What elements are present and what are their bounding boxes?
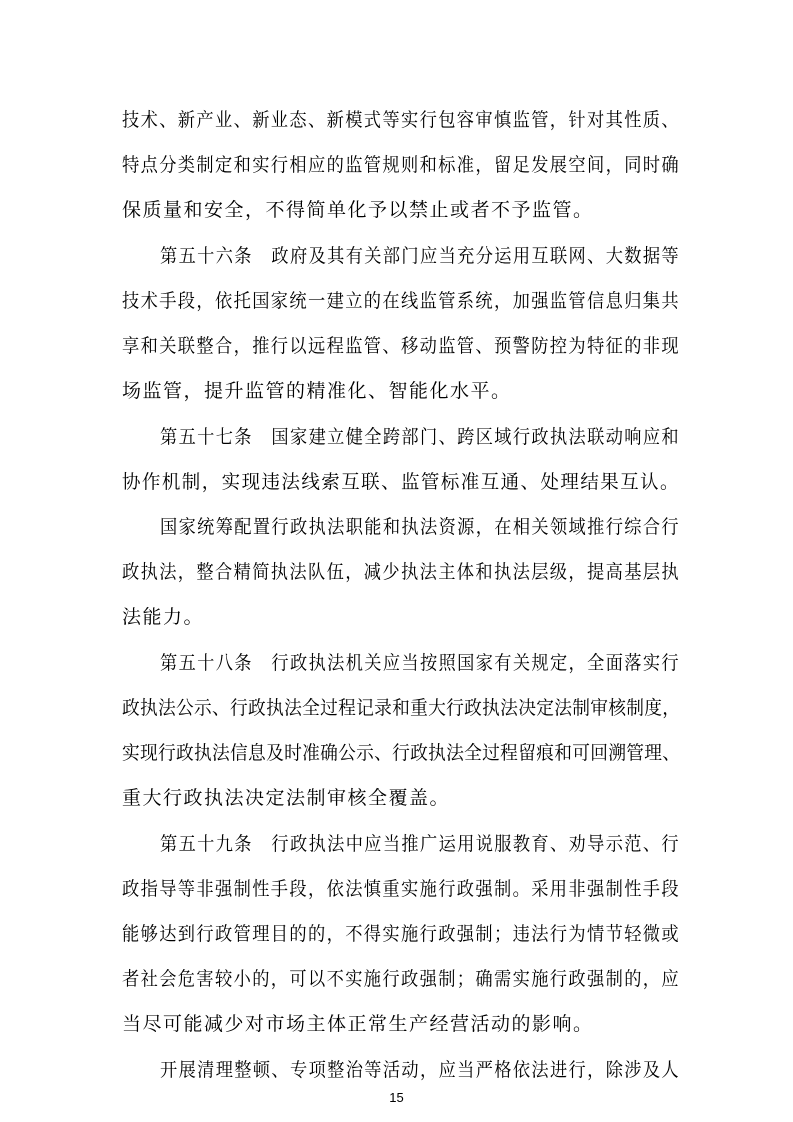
article-57-heading-line: 第五十七条 国家建立健全跨部门、跨区域行政执法联动响应和 <box>160 426 681 448</box>
text-line: 实现行政执法信息及时准确公示、行政执法全过程留痕和可回溯管理、 <box>122 742 681 764</box>
text-line: 能够达到行政管理目的的，不得实施行政强制；违法行为情节轻微或 <box>122 923 681 945</box>
text-line: 协作机制，实现违法线索互联、监管标准互通、处理结果互认。 <box>122 471 681 493</box>
article-59-heading-line: 第五十九条 行政执法中应当推广运用说服教育、劝导示范、行 <box>160 833 681 855</box>
text-line: 开展清理整顿、专项整治等活动，应当严格依法进行，除涉及人 <box>160 1059 681 1081</box>
text-line: 特点分类制定和实行相应的监管规则和标准，留足发展空间，同时确 <box>122 154 681 176</box>
text-line: 技术手段，依托国家统一建立的在线监管系统，加强监管信息归集共 <box>122 290 681 312</box>
text-line: 当尽可能减少对市场主体正常生产经营活动的影响。 <box>122 1013 594 1035</box>
text-line: 技术、新产业、新业态、新模式等实行包容审慎监管，针对其性质、 <box>122 109 681 131</box>
text-line: 政执法，整合精简执法队伍，减少执法主体和执法层级，提高基层执 <box>122 561 681 583</box>
text-line: 场监管，提升监管的精准化、智能化水平。 <box>122 380 512 402</box>
text-line: 国家统筹配置行政执法职能和执法资源，在相关领域推行综合行 <box>160 516 681 538</box>
article-56-heading-line: 第五十六条 政府及其有关部门应当充分运用互联网、大数据等 <box>160 245 681 267</box>
text-line: 政执法公示、行政执法全过程记录和重大行政执法决定法制审核制度， <box>122 697 681 719</box>
text-line: 享和关联整合，推行以远程监管、移动监管、预警防控为特征的非现 <box>122 335 681 357</box>
text-line: 保质量和安全，不得简单化予以禁止或者不予监管。 <box>122 199 594 221</box>
text-line: 法能力。 <box>122 606 205 628</box>
text-line: 者社会危害较小的，可以不实施行政强制；确需实施行政强制的，应 <box>122 968 681 990</box>
page-number: 15 <box>389 1090 404 1105</box>
article-58-heading-line: 第五十八条 行政执法机关应当按照国家有关规定，全面落实行 <box>160 652 681 674</box>
text-line: 重大行政执法决定法制审核全覆盖。 <box>122 787 451 809</box>
text-line: 政指导等非强制性手段，依法慎重实施行政强制。采用非强制性手段 <box>122 878 681 900</box>
